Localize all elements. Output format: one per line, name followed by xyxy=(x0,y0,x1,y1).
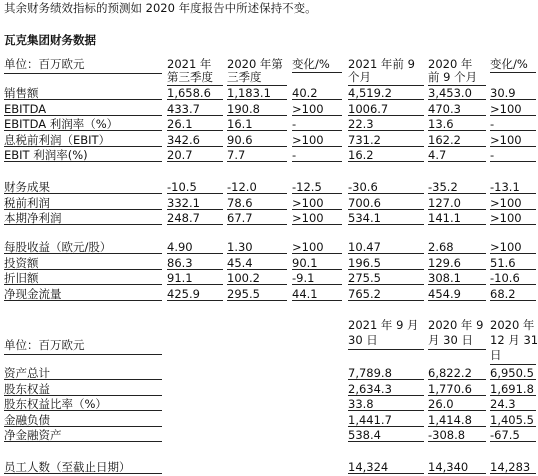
row-rule xyxy=(227,193,287,194)
table-cell: 332.1 xyxy=(167,195,200,210)
row-rule xyxy=(4,269,162,270)
row-rule xyxy=(227,146,287,147)
row-rule xyxy=(167,284,223,285)
row-rule xyxy=(292,253,342,254)
row-label: EBIT 利润率(%) xyxy=(4,148,88,162)
header-rule xyxy=(348,349,424,350)
table-cell: 68.2 xyxy=(490,286,516,301)
table-cell: 91.1 xyxy=(167,271,193,285)
row-rule xyxy=(227,300,287,301)
table-cell: 10.47 xyxy=(348,240,381,254)
header-rule xyxy=(4,73,162,74)
row-rule xyxy=(4,441,162,442)
table-cell: -9.1 xyxy=(292,271,315,285)
row-rule xyxy=(490,115,536,116)
row-rule xyxy=(292,99,342,100)
row-rule xyxy=(167,253,223,254)
row-rule xyxy=(292,224,342,225)
table-cell: - xyxy=(292,148,297,162)
table-cell: 342.6 xyxy=(167,132,200,147)
column-header: 2021 年 xyxy=(167,57,212,71)
table-cell: >100 xyxy=(292,101,324,116)
row-rule xyxy=(4,410,162,411)
row-rule xyxy=(348,146,424,147)
table-cell: 26.1 xyxy=(167,117,193,131)
table-cell: 248.7 xyxy=(167,211,200,225)
table-cell: -12.0 xyxy=(227,180,257,194)
table-cell: 196.5 xyxy=(348,255,381,270)
table-cell: 86.3 xyxy=(167,255,193,270)
table-cell: 4.7 xyxy=(428,148,447,162)
table-cell: -12.5 xyxy=(292,180,322,194)
row-label: 息税前利润（EBIT） xyxy=(4,132,111,147)
table-cell: 14,340 xyxy=(428,460,469,474)
column-header: 个月 xyxy=(348,70,371,84)
row-rule xyxy=(227,284,287,285)
table-cell: 45.4 xyxy=(227,255,253,270)
header-rule xyxy=(490,364,536,365)
row-rule xyxy=(490,146,536,147)
table-cell: -10.5 xyxy=(167,180,197,194)
row-rule xyxy=(428,269,486,270)
row-rule xyxy=(292,284,342,285)
table-cell: 1006.7 xyxy=(348,101,389,116)
column-header: 2021 年前 9 xyxy=(348,57,415,71)
table-cell: 22.3 xyxy=(348,117,374,131)
table-cell: -10.6 xyxy=(490,271,520,285)
column-header: 2021 年 9 月 xyxy=(348,318,419,332)
row-label: 折旧额 xyxy=(4,271,39,285)
table-cell: 16.2 xyxy=(348,148,374,162)
table-cell: 13.6 xyxy=(428,117,454,131)
table-cell: 1,414.8 xyxy=(428,412,472,427)
table-cell: -35.2 xyxy=(428,180,458,194)
row-rule xyxy=(167,146,223,147)
row-rule xyxy=(348,379,424,380)
column-header: 12 月 31 xyxy=(490,333,538,347)
row-rule xyxy=(348,441,424,442)
row-rule xyxy=(292,193,342,194)
row-label: 销售额 xyxy=(4,86,39,100)
table-cell: 3,453.0 xyxy=(428,86,472,100)
table-cell: 295.5 xyxy=(227,286,260,301)
row-rule xyxy=(490,410,536,411)
row-rule xyxy=(167,193,223,194)
row-rule xyxy=(4,224,162,225)
table-cell: 90.6 xyxy=(227,132,253,147)
table-cell: 14,283 xyxy=(490,460,531,474)
table-cell: >100 xyxy=(490,132,522,147)
row-rule xyxy=(348,410,424,411)
row-rule xyxy=(167,224,223,225)
unit-label: 单位：百万欧元 xyxy=(4,57,85,71)
row-label: 员工人数（至截止日期） xyxy=(4,460,131,474)
table-cell: 4.90 xyxy=(167,240,193,254)
row-rule xyxy=(227,161,287,162)
row-rule xyxy=(348,99,424,100)
row-label: 税前利润 xyxy=(4,195,50,210)
row-rule xyxy=(428,410,486,411)
row-rule xyxy=(167,269,223,270)
row-rule xyxy=(227,269,287,270)
table-cell: >100 xyxy=(292,195,324,210)
table-cell: 700.6 xyxy=(348,195,381,210)
row-rule xyxy=(490,193,536,194)
row-rule xyxy=(348,473,424,474)
column-header: 2020 年 9 xyxy=(428,318,484,332)
table-cell: >100 xyxy=(292,132,324,147)
row-rule xyxy=(428,146,486,147)
table-cell: 1.30 xyxy=(227,240,253,254)
table-cell: 24.3 xyxy=(490,397,516,411)
header-rule xyxy=(4,354,162,355)
row-label: EBITDA 利润率（%） xyxy=(4,117,119,131)
row-rule xyxy=(227,209,287,210)
row-label: 净金融资产 xyxy=(4,428,62,442)
table-cell: 538.4 xyxy=(348,428,381,442)
row-rule xyxy=(4,426,162,427)
column-header: 30 日 xyxy=(348,333,378,347)
table-cell: 78.6 xyxy=(227,195,253,210)
row-rule xyxy=(348,115,424,116)
row-rule xyxy=(428,395,486,396)
table-cell: >100 xyxy=(490,211,522,225)
row-rule xyxy=(4,161,162,162)
table-cell: - xyxy=(490,148,495,162)
row-rule xyxy=(428,284,486,285)
table-cell: 765.2 xyxy=(348,286,381,301)
row-rule xyxy=(348,224,424,225)
table-cell: 6,822.2 xyxy=(428,366,472,380)
row-rule xyxy=(4,473,162,474)
table-cell: >100 xyxy=(490,101,522,116)
table-cell: 1,691.8 xyxy=(490,381,534,396)
row-label: 本期净利润 xyxy=(4,211,62,225)
row-label: EBITDA xyxy=(4,101,47,116)
row-rule xyxy=(4,253,162,254)
row-label: 投资额 xyxy=(4,255,39,270)
row-rule xyxy=(428,473,486,474)
table-cell: -30.6 xyxy=(348,180,378,194)
unit-label: 单位：百万欧元 xyxy=(4,338,85,352)
row-label: 净现金流量 xyxy=(4,286,62,301)
header-rule xyxy=(428,349,486,350)
row-rule xyxy=(348,269,424,270)
row-rule xyxy=(490,161,536,162)
row-rule xyxy=(4,300,162,301)
table-cell: 2.68 xyxy=(428,240,454,254)
row-rule xyxy=(490,441,536,442)
table-cell: 162.2 xyxy=(428,132,461,147)
table-cell: 4,519.2 xyxy=(348,86,392,100)
table-cell: 33.8 xyxy=(348,397,374,411)
column-header: 2020 年第 xyxy=(227,57,283,71)
table-cell: 16.1 xyxy=(227,117,253,131)
table-cell: - xyxy=(292,117,297,131)
column-header: 前 9 个月 xyxy=(428,70,478,84)
row-rule xyxy=(490,300,536,301)
row-rule xyxy=(4,395,162,396)
row-rule xyxy=(167,99,223,100)
row-rule xyxy=(167,115,223,116)
column-header: 变化/% xyxy=(292,57,330,71)
row-rule xyxy=(490,269,536,270)
table-cell: - xyxy=(490,117,495,131)
row-rule xyxy=(490,130,536,131)
row-label: 股东权益比率（%） xyxy=(4,397,107,411)
row-rule xyxy=(348,209,424,210)
header-rule xyxy=(490,72,536,73)
table-cell: 2,634.3 xyxy=(348,381,392,396)
row-rule xyxy=(428,115,486,116)
table-cell: -67.5 xyxy=(490,428,520,442)
table-cell: >100 xyxy=(292,240,324,254)
table-cell: 40.2 xyxy=(292,86,318,100)
table-cell: 44.1 xyxy=(292,286,318,301)
table-cell: 275.5 xyxy=(348,271,381,285)
row-rule xyxy=(428,130,486,131)
row-rule xyxy=(428,300,486,301)
row-rule xyxy=(167,300,223,301)
row-rule xyxy=(292,115,342,116)
row-label: 金融负债 xyxy=(4,412,50,427)
row-rule xyxy=(490,379,536,380)
table-cell: 30.9 xyxy=(490,86,516,100)
row-rule xyxy=(4,193,162,194)
row-rule xyxy=(490,99,536,100)
section-title: 瓦克集团财务数据 xyxy=(4,33,96,47)
table-cell: 425.9 xyxy=(167,286,200,301)
row-rule xyxy=(428,379,486,380)
table-cell: 127.0 xyxy=(428,195,461,210)
row-rule xyxy=(4,284,162,285)
table-cell: 141.1 xyxy=(428,211,461,225)
table-cell: 7.7 xyxy=(227,148,246,162)
row-rule xyxy=(490,224,536,225)
header-rule xyxy=(292,72,342,73)
table-cell: 129.6 xyxy=(428,255,461,270)
row-rule xyxy=(348,300,424,301)
intro-text: 其余财务绩效指标的预测如 2020 年度报告中所述保持不变。 xyxy=(4,1,317,15)
table-cell: 14,324 xyxy=(348,460,389,474)
row-rule xyxy=(348,253,424,254)
row-rule xyxy=(490,426,536,427)
row-rule xyxy=(227,253,287,254)
table-cell: -308.8 xyxy=(428,428,466,442)
row-rule xyxy=(428,193,486,194)
row-rule xyxy=(292,146,342,147)
table-cell: 308.1 xyxy=(428,271,461,285)
row-rule xyxy=(490,473,536,474)
row-rule xyxy=(490,395,536,396)
table-cell: -13.1 xyxy=(490,180,520,194)
table-cell: 6,950.5 xyxy=(490,366,534,380)
row-rule xyxy=(292,209,342,210)
row-rule xyxy=(167,209,223,210)
row-label: 每股收益（欧元/股） xyxy=(4,240,112,254)
column-header: 第三季度 xyxy=(167,70,213,84)
row-rule xyxy=(292,300,342,301)
row-rule xyxy=(292,130,342,131)
row-rule xyxy=(428,161,486,162)
column-header: 三季度 xyxy=(227,70,262,84)
column-header: 2020 年 xyxy=(428,57,473,71)
row-rule xyxy=(292,269,342,270)
table-cell: 470.3 xyxy=(428,101,461,116)
table-cell: 26.0 xyxy=(428,397,454,411)
row-rule xyxy=(348,130,424,131)
row-rule xyxy=(428,99,486,100)
row-rule xyxy=(227,224,287,225)
row-rule xyxy=(348,426,424,427)
table-cell: >100 xyxy=(490,240,522,254)
table-cell: 7,789.8 xyxy=(348,366,392,380)
row-rule xyxy=(227,115,287,116)
row-rule xyxy=(167,161,223,162)
row-rule xyxy=(4,146,162,147)
row-rule xyxy=(348,395,424,396)
row-rule xyxy=(227,99,287,100)
table-cell: 20.7 xyxy=(167,148,193,162)
table-cell: 1,183.1 xyxy=(227,86,271,100)
row-label: 财务成果 xyxy=(4,180,50,194)
row-rule xyxy=(428,253,486,254)
column-header: 日 xyxy=(490,348,502,362)
table-cell: 190.8 xyxy=(227,101,260,116)
table-cell: 1,770.6 xyxy=(428,381,472,396)
row-rule xyxy=(227,130,287,131)
row-rule xyxy=(348,284,424,285)
row-rule xyxy=(4,130,162,131)
row-rule xyxy=(4,99,162,100)
row-rule xyxy=(490,284,536,285)
table-cell: 1,658.6 xyxy=(167,86,211,100)
table-cell: 67.7 xyxy=(227,211,253,225)
row-rule xyxy=(428,209,486,210)
table-cell: 100.2 xyxy=(227,271,260,285)
table-cell: 731.2 xyxy=(348,132,381,147)
table-cell: 433.7 xyxy=(167,101,200,116)
row-rule xyxy=(490,209,536,210)
row-rule xyxy=(292,161,342,162)
table-cell: 1,405.5 xyxy=(490,412,534,427)
table-cell: >100 xyxy=(292,211,324,225)
row-rule xyxy=(4,209,162,210)
row-rule xyxy=(348,161,424,162)
row-rule xyxy=(4,115,162,116)
row-rule xyxy=(490,253,536,254)
table-cell: 90.1 xyxy=(292,255,318,270)
column-header: 2020 年 xyxy=(490,318,535,332)
row-rule xyxy=(428,224,486,225)
row-rule xyxy=(4,379,162,380)
table-cell: 51.6 xyxy=(490,255,516,270)
row-rule xyxy=(348,193,424,194)
row-rule xyxy=(428,426,486,427)
column-header: 变化/% xyxy=(490,57,528,71)
row-label: 股东权益 xyxy=(4,381,50,396)
row-rule xyxy=(428,441,486,442)
row-label: 资产总计 xyxy=(4,366,50,380)
table-cell: 454.9 xyxy=(428,286,461,301)
table-cell: 534.1 xyxy=(348,211,381,225)
table-cell: >100 xyxy=(490,195,522,210)
column-header: 月 30 日 xyxy=(428,333,473,347)
table-cell: 1,441.7 xyxy=(348,412,392,427)
row-rule xyxy=(167,130,223,131)
